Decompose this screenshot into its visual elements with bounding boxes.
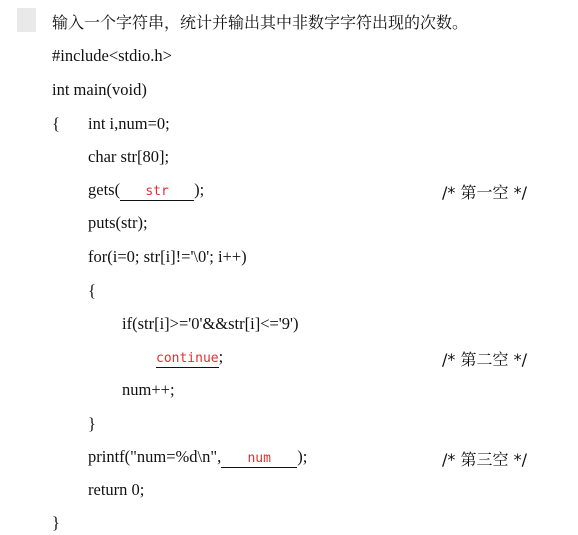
code-for-close-brace: } [88,414,96,433]
continue-suffix: ; [218,347,224,366]
code-close-brace: } [52,513,60,532]
code-line-continue [156,347,223,368]
gets-suffix: ); [194,180,205,199]
gets-prefix: gets( [88,180,121,199]
printf-suffix: ); [297,447,308,466]
code-line-char-decl: char str[80]; [88,147,170,166]
printf-prefix: printf("num=%d\n", [88,447,222,466]
code-line-include: #include<stdio.h> [52,46,172,65]
answer-blank-1: str [120,184,194,201]
answer-blank-2: continue [156,351,219,366]
code-line-puts: puts(str); [88,213,148,232]
comment-blank-1: /* 第一空 */ [442,183,527,202]
answer-blank-3: num [221,451,297,468]
comment-blank-3: /* 第三空 */ [442,450,527,469]
code-line-decl: int i,num=0; [88,114,170,133]
exercise-title: 输入一个字符串，统计并输出其中非数字字符出现的次数。 [52,13,469,32]
code-for-open-brace: { [88,281,96,300]
code-open-brace: { [52,114,60,133]
code-line-if: if(str[i]>='0'&&str[i]<='9') [122,314,299,333]
code-line-main: int main(void) [52,80,147,99]
code-line-gets [88,180,204,201]
margin-marker [17,8,36,32]
comment-blank-2: /* 第二空 */ [442,350,527,369]
code-line-num-inc: num++; [122,380,175,399]
code-line-for: for(i=0; str[i]!='\0'; i++) [88,247,247,266]
code-line-return: return 0; [88,480,145,499]
code-line-printf [88,447,307,468]
